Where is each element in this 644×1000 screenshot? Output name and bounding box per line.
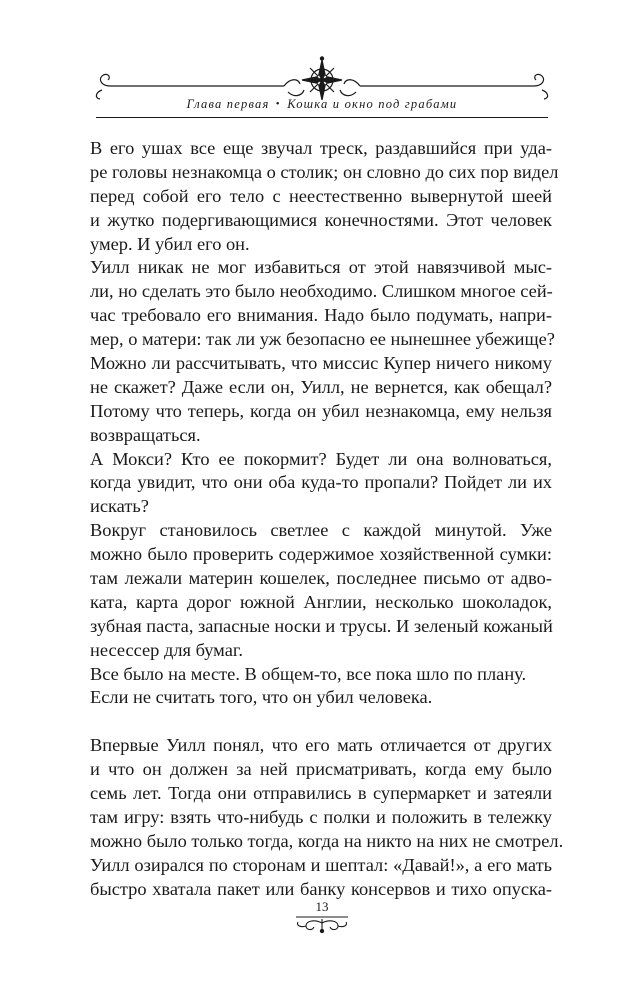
text-line: не скажет? Даже если он, Уилл, не вернется, как обещал? bbox=[90, 376, 552, 397]
text-line: Уилл никак не мог избавиться от этой навязчивой мыс- bbox=[90, 257, 552, 278]
text-line: и что он должен за ней присматривать, когда ему было bbox=[90, 759, 552, 780]
paragraph bbox=[90, 137, 559, 256]
header-rule bbox=[96, 117, 548, 118]
text-line: зубная паста, запасные носки и трусы. И зеленый кожаный bbox=[90, 615, 553, 636]
text-line: там лежали материн кошелек, последнее письмо от адво- bbox=[90, 568, 552, 589]
text-line: ре головы незнакомца о столик; он словно до сих пор видел bbox=[90, 161, 559, 182]
paragraph bbox=[90, 663, 552, 687]
text-line: можно было проверить содержимое хозяйственной сумки: bbox=[90, 544, 552, 565]
text-line: можно было только тогда, когда на никто на них не смотрел. bbox=[90, 830, 564, 851]
paragraph bbox=[90, 734, 564, 901]
text-line: перед собой его тело с неестественно вывернутой шеей bbox=[90, 185, 552, 206]
text-line: Вокруг становилось светлее с каждой минутой. Уже bbox=[90, 520, 552, 541]
paragraph bbox=[90, 686, 552, 710]
folio bbox=[282, 899, 362, 939]
text-line: несессер для бумаг. bbox=[90, 639, 243, 660]
text-line: Можно ли рассчитывать, что миссис Купер ничего никому bbox=[90, 353, 552, 374]
text-line: мер, о матери: так ли уж безопасно ее нынешнее убежище? bbox=[90, 329, 555, 350]
text-line: возвращаться. bbox=[90, 424, 201, 445]
text-line: В его ушах все еще звучал треск, раздавшийся при уда- bbox=[90, 138, 552, 158]
text-line: ли, но сделать это было необходимо. Слишком многое сей- bbox=[90, 281, 553, 302]
text-line: умер. И убил его он. bbox=[90, 233, 250, 254]
text-line: А Мокси? Кто ее покормит? Будет ли она волноваться, bbox=[90, 448, 552, 469]
text-line: там игру: взять что-нибудь с полки и положить в тележку bbox=[90, 806, 552, 827]
text-line: Если не считать того, что он убил человека. bbox=[90, 687, 433, 708]
text-line: Потому что теперь, когда он убил незнакомца, ему нельзя bbox=[90, 400, 552, 421]
text-line: час требовало его внимания. Надо было подумать, напри- bbox=[90, 305, 552, 326]
section-break bbox=[90, 710, 552, 734]
text-line: и жутко подергивающимися конечностями. Этот человек bbox=[90, 209, 552, 230]
text-line: Все было на месте. В общем-то, все пока шло по плану. bbox=[90, 663, 527, 684]
chapter-label: Глава первая bbox=[186, 97, 270, 111]
text-line: Уилл озирался по сторонам и шептал: «Давай!», а его мать bbox=[90, 854, 552, 875]
compass-rose-ornament-icon bbox=[92, 56, 552, 100]
separator-bullet: • bbox=[275, 98, 281, 110]
paragraph bbox=[90, 256, 555, 447]
body-text bbox=[90, 137, 564, 902]
running-head bbox=[96, 97, 548, 112]
text-line: искать? bbox=[90, 496, 149, 517]
text-line: Впервые Уилл понял, что его мать отличается от других bbox=[90, 735, 552, 756]
text-line: когда увидит, что они оба куда-то пропали? Пойдет ли их bbox=[90, 472, 552, 493]
text-line: семь лет. Тогда они отправились в супермаркет и затеяли bbox=[90, 783, 552, 804]
paragraph bbox=[90, 448, 552, 520]
text-line: быстро хватала пакет или банку консервов и тихо опуска- bbox=[90, 878, 552, 899]
text-line: ката, карта дорог южной Англии, несколько шоколадок, bbox=[90, 591, 552, 612]
scroll-flourish-ornament-icon bbox=[282, 913, 362, 935]
chapter-title: Кошка и окно под грабами bbox=[287, 97, 458, 111]
page-number: 13 bbox=[315, 899, 329, 914]
paragraph bbox=[90, 519, 552, 662]
